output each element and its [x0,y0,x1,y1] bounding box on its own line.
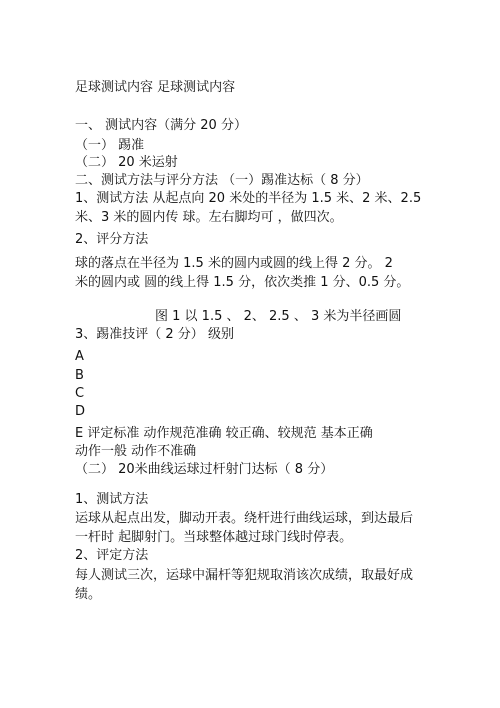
section-heading: 1、测试方法 [75,492,149,507]
section-heading: 2、评分方法 [75,232,149,247]
grade-label: C [75,386,85,401]
text-line: （一） 踢准 [75,138,145,153]
text-line: 米、3 米的圆内传 球。左右脚均可 ，做四次。 [75,210,343,225]
grade-label: B [75,368,84,383]
text-line: 运球从起点出发，脚动开表。绕杆进行曲线运球，到达最后 [75,511,414,526]
section-heading: 2、评定方法 [75,548,149,563]
text-line: （二） 20 米运射 [75,155,178,170]
document-title: 足球测试内容 足球测试内容 [75,80,236,95]
text-line: （二） 20米曲线运球过杆射门达标（ 8 分） [75,462,334,477]
text-line: 二、测试方法与评分方法 （一）踢准达标（ 8 分） [75,173,369,188]
text-line: 一杆时 起脚射门。当球整体越过球门线时停表。 [75,530,353,545]
text-line: 一、 测试内容（满分 20 分） [75,118,247,133]
text-line: 每人测试三次，运球中漏杆等犯规取消该次成绩，取最好成 [75,568,414,583]
text-line: 3、踢准技评（ 2 分） 级别 [75,327,234,342]
text-line: 1、测试方法 从起点向 20 米处的半径为 1.5 米、2 米、2.5 [75,191,422,206]
grade-label: D [75,404,86,419]
text-line: 球的落点在半径为 1.5 米的圆内或圆的线上得 2 分。 2 [75,256,393,271]
text-line: 米的圆内或 圆的线上得 1.5 分，依次类推 1 分、0.5 分。 [75,275,410,290]
text-line: 绩。 [75,587,102,602]
text-line: 动作一般 动作不准确 [75,444,197,459]
grade-label: A [75,349,84,364]
text-line: E 评定标准 动作规范准确 较正确、较规范 基本正确 [75,426,373,441]
figure-caption: 图 1 以 1.5 、 2、 2.5 、 3 米为半径画圆 [155,309,402,324]
